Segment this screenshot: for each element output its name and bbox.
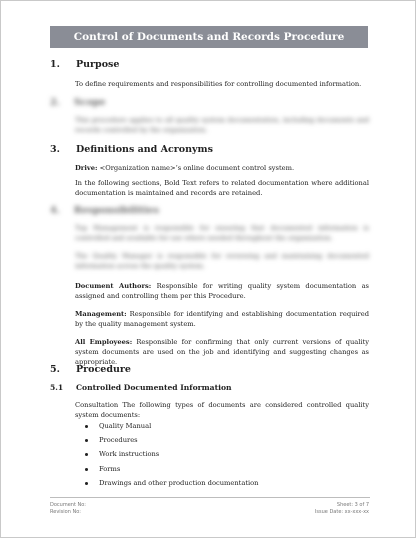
management-label: Management: [75,310,127,318]
footer-issue-date: Issue Date: xx-xxx-xx [314,509,369,515]
drive-definition [75,163,369,173]
bold-text-definition: In the following sections, Bold Text refers to related documentation where additional documentation is maintained and records are retained. [75,179,369,198]
subsection-heading-controlled-info [50,383,232,392]
purpose-paragraph: To define requirements and responsibilities for controlling documented information. [75,80,362,88]
footer-document-no: Document No: [50,502,86,508]
section-heading-procedure [50,364,131,375]
list-item: Procedures [75,436,258,450]
list-item: Quality Manual [75,422,258,436]
list-item: Forms [75,465,258,479]
list-item: Drawings and other production documentation [75,479,258,493]
section-title: Definitions and Acronyms [76,144,213,155]
employees-text: Responsible for confirming that only current versions of quality system documents are used on the job and identifying and suggesting changes as appropriate. [75,338,369,367]
section-number: 3. [50,144,60,155]
section-heading-purpose [50,59,119,70]
employees-label: All Employees: [75,338,133,346]
subsection-title: Controlled Documented Information [76,383,232,392]
management-paragraph [75,309,369,329]
section-title: Procedure [76,364,131,375]
document-title-text: Control of Documents and Records Procedure [73,31,345,43]
authors-label: Document Authors: [75,282,152,290]
list-item: Work instructions [75,450,258,464]
section-title: Scope [73,97,106,108]
section-heading-definitions [50,144,213,155]
footer-sheet: Sheet: 3 of 7 [336,502,369,508]
section-heading-scope [50,97,106,108]
authors-text: Responsible for writing quality system documentation as assigned and controlling them per this Procedure. [75,282,369,301]
footer-divider [50,497,370,498]
document-title [50,26,368,48]
responsibilities-blurred-paragraph-2: The Quality Manager is responsible for reviewing and maintaining documented information across the quality system. [75,252,369,271]
section-title: Purpose [76,59,120,70]
section-number: 1. [50,59,60,70]
management-text: Responsible for identifying and establishing documentation required by the quality management system. [75,310,369,329]
scope-paragraph: This procedure applies to all quality system documentation, including documents and records controlled by the organization. [75,116,369,135]
footer-revision-no: Revision No: [50,509,81,515]
section-number: 2. [50,97,60,108]
controlled-docs-list [75,422,258,493]
drive-text: <Organization name>’s online document control system. [97,164,295,172]
controlled-docs-paragraph: Consultation The following types of documents are considered controlled quality system documents: [75,401,369,420]
section-title: Responsibilities [73,205,159,216]
document-authors-paragraph [75,281,369,301]
section-number: 4. [50,205,60,216]
section-number: 5. [50,364,60,375]
responsibilities-blurred-paragraph-1: Top Management is responsible for ensuring that documented information is controlled and available for use where needed throughout the organization. [75,224,369,243]
subsection-number: 5.1 [50,383,64,392]
section-heading-responsibilities [50,205,159,216]
drive-label: Drive: [75,164,98,172]
